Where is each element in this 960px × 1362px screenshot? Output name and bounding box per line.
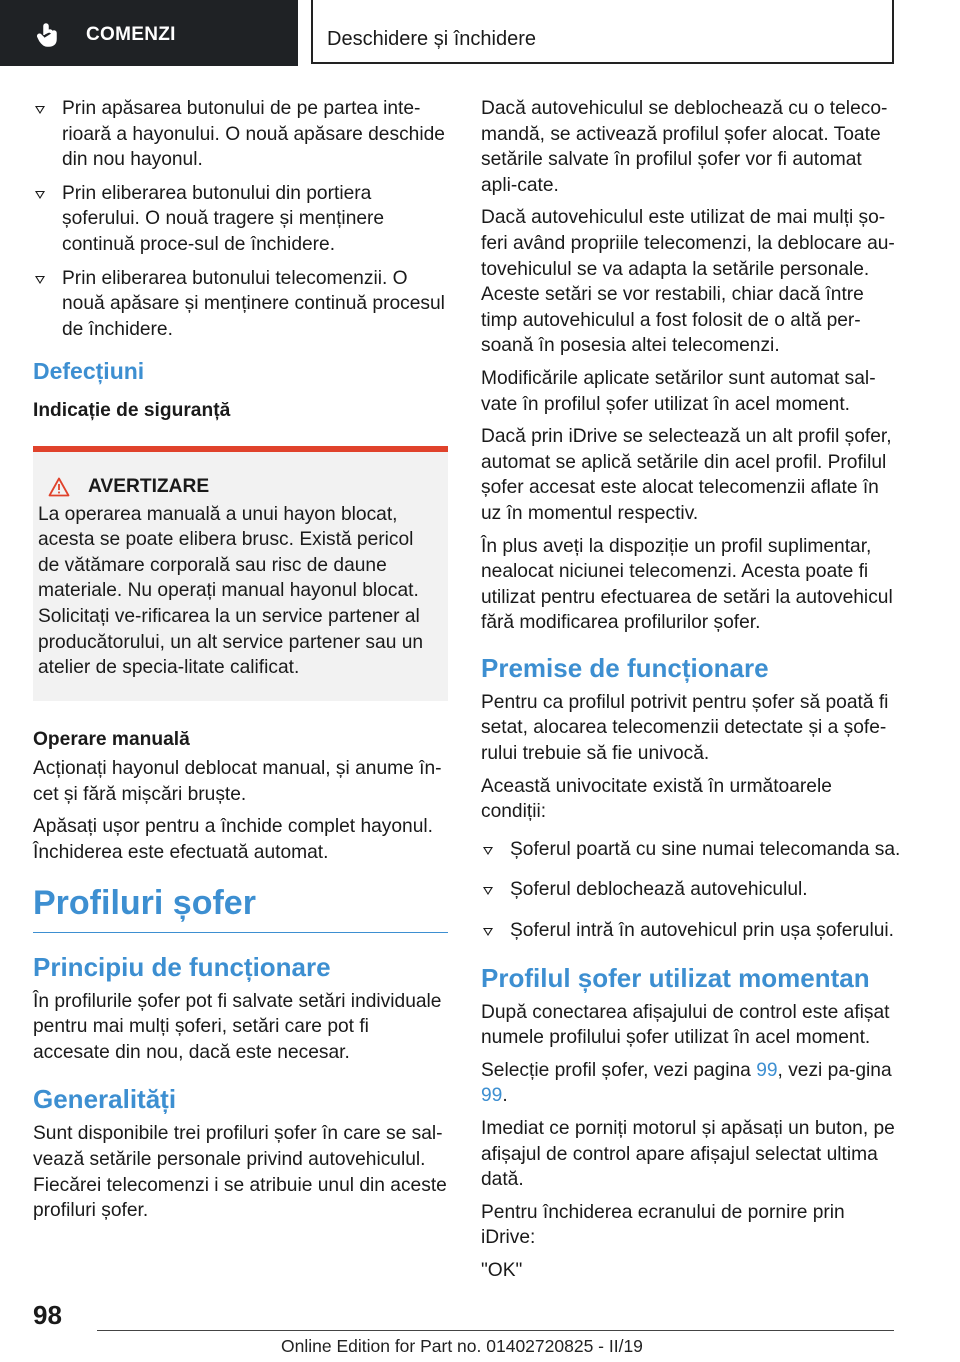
triangle-bullet-icon xyxy=(35,191,45,199)
prereq-heading: Premise de funcționare xyxy=(481,652,769,683)
paragraph: Dacă autovehiculul este utilizat de mai mulți șo-feri având propriile telecomenzi, la deblocare au-tovehiculul se va adapta la setările personale. Aceste setări se vor restabili, chiar dacă între timp autovehiculul a fost folosit de o altă per-soană în posesia altei telecomenzi. xyxy=(481,207,895,357)
profiles-heading: Profiluri șofer xyxy=(33,882,448,933)
triangle-bullet-icon xyxy=(483,847,493,855)
principle-heading: Principiu de funcționare xyxy=(33,951,331,982)
triangle-bullet-icon xyxy=(35,276,45,284)
paragraph: Apăsați ușor pentru a închide complet hayonul. Închiderea este efectuată automat. xyxy=(33,816,433,864)
chapter-tab[interactable] xyxy=(311,0,894,64)
paragraph: Sunt disponibile trei profiluri șofer în care se sal-vează setările personale privind autovehiculul. Fiecărei telecomenzi i se atribuie unul din aceste profiluri șofer. xyxy=(33,1123,447,1222)
manual-subhead: Operare manuală xyxy=(33,728,190,750)
triangle-bullet-icon xyxy=(483,887,493,895)
safety-subhead: Indicație de siguranță xyxy=(33,400,231,422)
page-link[interactable]: 99 xyxy=(481,1085,503,1107)
paragraph: Dacă autovehiculul se deblochează cu o teleco-mandă, se activează profilul șofer alocat. Toate setările salvate în profilul șofer vor fi automat apli-cate. xyxy=(481,98,888,196)
paragraph: Pentru ca profilul potrivit pentru șofer să poată fi setat, alocarea telecomenzii detectate și a șofe-rului trebuie să fie univocă. xyxy=(481,691,889,765)
triangle-bullet-icon xyxy=(483,928,493,936)
left-column xyxy=(33,96,448,1231)
warning-text: La operarea manuală a unui hayon blocat, acesta se poate elibera brusc. Există pericol de vătămare corporală sau risc de daune materiale. Nu operați manual hayonul blocat. Solicitați ve-rificarea la un service partener al producătorului, un alt service partener sau un atelier de specia-litate calificat. xyxy=(38,503,424,679)
warning-triangle-icon xyxy=(48,477,70,497)
paragraph: În profilurile șofer pot fi salvate setări individuale pentru mai mulți șoferi, setări care pot fi accesate din nou, dacă este necesar. xyxy=(33,990,442,1063)
paragraph: Modificările aplicate setărilor sunt automat sal-vate în profilul șofer utilizat în acel moment. xyxy=(481,367,876,415)
triangle-bullet-icon xyxy=(35,106,45,114)
close-methods-list xyxy=(33,96,448,342)
general-heading: Generalități xyxy=(33,1084,177,1115)
paragraph: Selecție profil șofer, vezi pagina 99, vezi pa-gina 99. xyxy=(481,1059,892,1107)
list-item: Șoferul deblochează autovehiculul. xyxy=(481,877,901,903)
defects-heading: Defecțiuni xyxy=(33,358,145,385)
list-item: Prin apăsarea butonului de pe partea inte-rioară a hayonului. O nouă apăsare deschide din nou hayonul. xyxy=(33,96,448,173)
chapter-label: Deschidere și închidere xyxy=(327,28,536,50)
paragraph: Pentru închiderea ecranului de pornire prin iDrive: xyxy=(481,1201,845,1249)
paragraph: Acționați hayonul deblocat manual, și anume în-cet și fără mișcări bruște. xyxy=(33,758,442,805)
current-profile-heading: Profilul șofer utilizat momentan xyxy=(481,962,870,993)
paragraph: După conectarea afișajului de control este afișat numele profilului șofer utilizat în acel moment. xyxy=(481,1001,890,1049)
section-tab[interactable] xyxy=(0,0,298,66)
warning-title: AVERTIZARE xyxy=(38,474,436,500)
page-header xyxy=(0,0,960,66)
list-item: Prin eliberarea butonului telecomenzii. O nouă apăsare și menținere continuă procesul de închidere. xyxy=(33,266,448,343)
paragraph: Dacă prin iDrive se selectează un alt profil șofer, automat se aplică setările din acel profil. Profilul șofer accesat este alocat telecomenzii aflate în uz în momentul respectiv. xyxy=(481,426,892,524)
footer-divider xyxy=(97,1330,894,1331)
right-column xyxy=(481,96,901,1291)
paragraph: Imediat ce porniți motorul și apăsați un buton, pe afișajul de control apare afișajul selectat ultima dată. xyxy=(481,1118,895,1191)
list-item: Șoferul poartă cu sine numai telecomanda sa. xyxy=(481,837,901,863)
list-item: Prin eliberarea butonului din portiera șoferului. O nouă tragere și menținere continuă proce-sul de închidere. xyxy=(33,181,448,258)
list-item: Șoferul intră în autovehicul prin ușa șoferului. xyxy=(481,918,901,944)
paragraph: În plus aveți la dispoziție un profil suplimentar, nealocat niciunei telecomenzi. Acesta poate fi utilizat pentru efectuarea de setări la autovehicul fără modificarea profilurilor șofer. xyxy=(481,535,893,634)
paragraph: "OK" xyxy=(481,1259,523,1281)
hand-pointer-icon xyxy=(36,22,62,48)
section-label: COMENZI xyxy=(86,24,176,45)
paragraph: Această univocitate există în următoarele condiții: xyxy=(481,775,832,823)
warning-box xyxy=(33,446,448,701)
page-number: 98 xyxy=(33,1300,62,1330)
prereq-list xyxy=(481,837,901,944)
edition-text: Online Edition for Part no. 01402720825 - II/19 xyxy=(281,1336,643,1356)
page-link[interactable]: 99 xyxy=(756,1059,778,1081)
